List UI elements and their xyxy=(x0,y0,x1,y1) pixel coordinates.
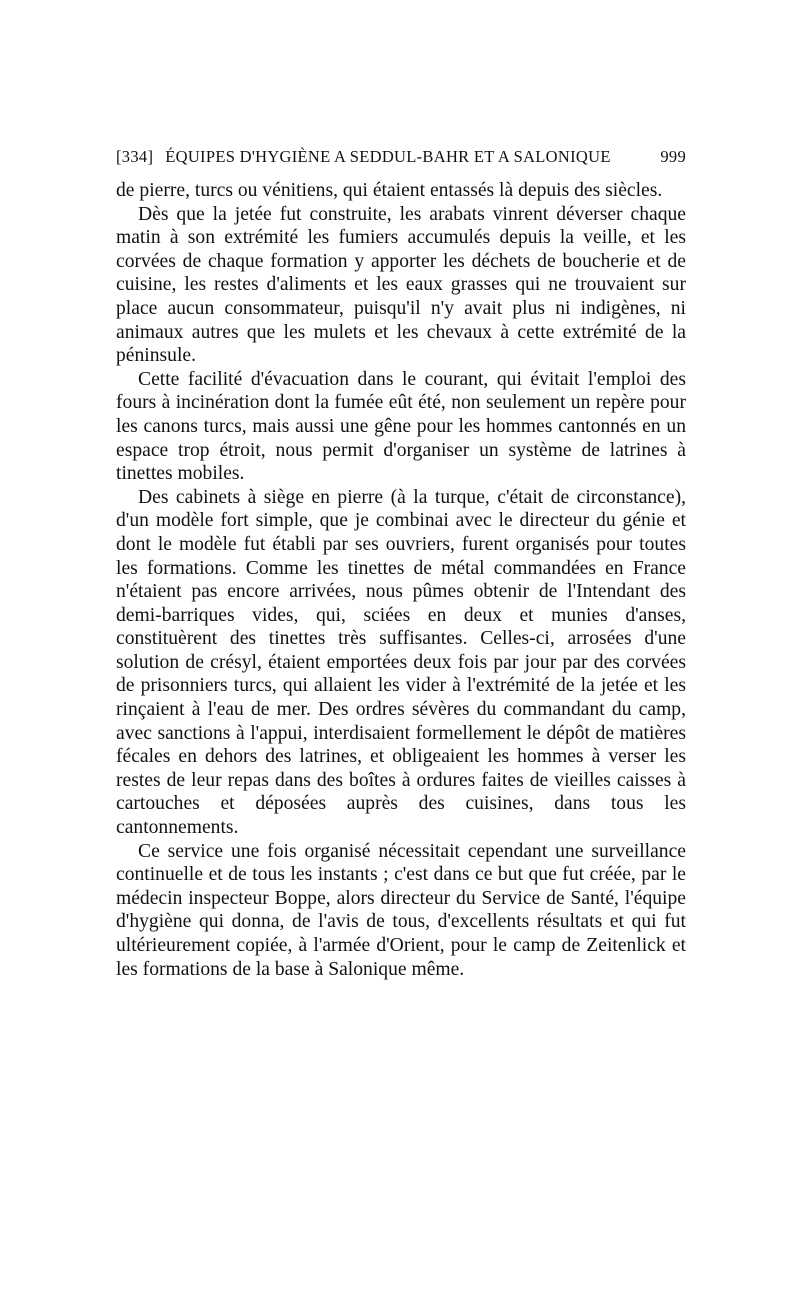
body-text xyxy=(116,179,686,981)
paragraph-continuation: de pierre, turcs ou vénitiens, qui étaient entassés là depuis des siècles. xyxy=(116,180,663,201)
running-header xyxy=(116,146,686,168)
page xyxy=(116,146,686,981)
paragraph: Des cabinets à siège en pierre (à la turque, c'était de circonstance), d'un modèle fort simple, que je combinai avec le directeur du génie et dont le modèle fut établi par ses ouvriers, furent organisés pour toutes les formations. Comme les tinettes de métal commandées en France n'étaient pas encore arrivées, nous pûmes obtenir de l'Intendant des demi-barriques vides, qui, sciées en deux et munies d'anses, constituèrent des tinettes très suffisantes. Celles-ci, arrosées d'une solution de crésyl, étaient emportées deux fois par jour par des corvées de prisonniers turcs, qui allaient les vider à l'extrémité de la jetée et les rinçaient à l'eau de mer. Des ordres sévères du commandant du camp, avec sanctions à l'appui, interdisaient formellement le dépôt de matières fécales en dehors des latrines, et obligeaient les hommes à verser les restes de leur repas dans des boîtes à ordures faites de vieilles caisses à cartouches et déposées auprès des cuisines, dans tous les cantonnements. xyxy=(116,486,686,839)
paragraph: Ce service une fois organisé nécessitait cependant une surveillance continuelle et de tous les instants ; c'est dans ce but que fut créée, par le médecin inspecteur Boppe, alors directeur du Service de Santé, l'équipe d'hygiène qui donna, de l'avis de tous, d'excellents résultats et qui fut ultérieurement copiée, à l'armée d'Orient, pour le camp de Zeitenlick et les formations de la base à Salonique même. xyxy=(116,840,686,980)
paragraph: Cette facilité d'évacuation dans le courant, qui évitait l'emploi des fours à incinération dont la fumée eût été, non seulement un repère pour les canons turcs, mais aussi une gêne pour les hommes cantonnés en un espace trop étroit, nous permit d'organiser un système de latrines à tinettes mobiles. xyxy=(116,368,686,485)
paragraph: Dès que la jetée fut construite, les arabats vinrent déverser chaque matin à son extrémité les fumiers accumulés depuis la veille, et les corvées de chaque formation y apporter les déchets de boucherie et de cuisine, les restes d'aliments et les eaux grasses qui ne trouvaient sur place aucun consommateur, puisqu'il n'y avait plus ni indigènes, ni animaux autres que les mulets et les chevaux à cette extrémité de la péninsule. xyxy=(116,203,686,367)
header-title: ÉQUIPES D'HYGIÈNE A SEDDUL-BAHR ET A SALONIQUE xyxy=(165,147,611,166)
header-left-mark: [334] xyxy=(116,147,154,166)
page-number: 999 xyxy=(660,147,686,166)
